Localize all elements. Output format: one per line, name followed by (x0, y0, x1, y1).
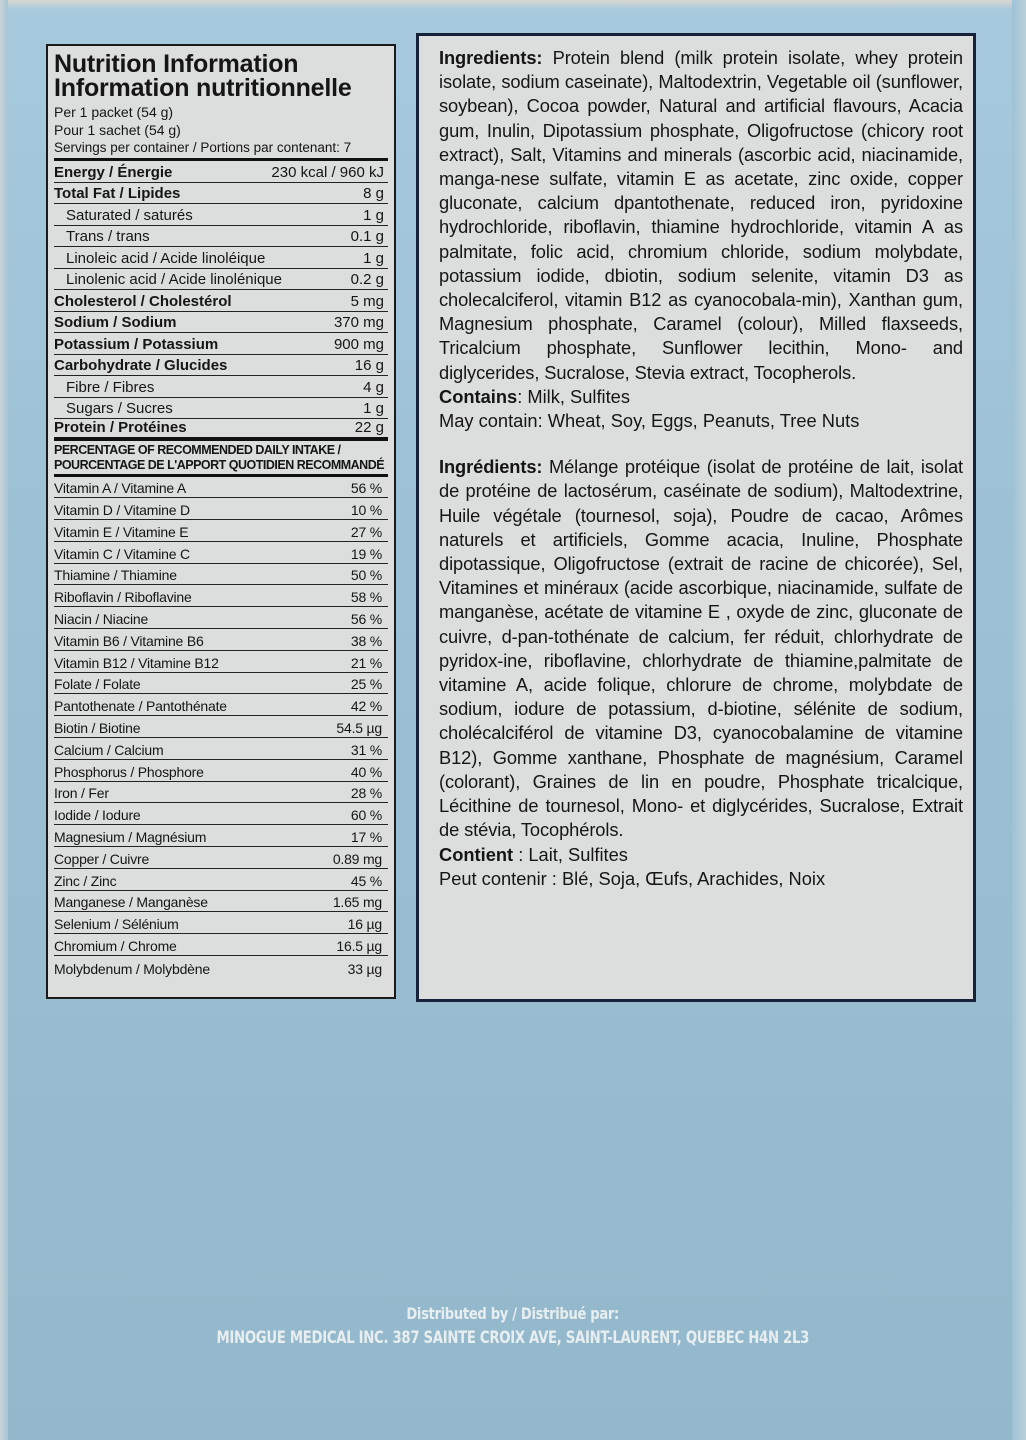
daily-value-label: Vitamin E / Vitamine E (54, 523, 189, 540)
daily-value-row (54, 651, 388, 673)
daily-value-row (54, 869, 388, 891)
contains-en-label: Contains (439, 385, 518, 407)
ingredients-en-label: Ingredients: (439, 47, 543, 68)
contains-en-text: : Milk, Sulfites (517, 385, 630, 407)
daily-value-label: Niacin / Niacine (54, 611, 149, 628)
daily-value-row (54, 607, 388, 629)
nutrient-value: 4 g (363, 378, 384, 396)
nutrient-row (54, 269, 388, 291)
contains-fr (439, 843, 963, 867)
daily-value-label: Manganese / Manganèse (54, 894, 208, 911)
daily-value-label: Selenium / Sélénium (54, 916, 179, 933)
nutrient-row (54, 226, 388, 248)
language-spacer (439, 433, 963, 455)
daily-value-amount: 50 % (350, 567, 382, 584)
nutrient-rows (54, 183, 388, 441)
nutrient-row (54, 419, 388, 441)
nutrient-label: Carbohydrate / Glucides (54, 357, 228, 374)
daily-value-row (54, 782, 388, 804)
nutrient-value: 0.1 g (350, 228, 384, 245)
daily-value-amount: 56 % (350, 611, 382, 628)
nutrient-label: Cholesterol / Cholestérol (54, 292, 232, 310)
daily-value-row (54, 629, 388, 651)
daily-value-row (54, 498, 388, 520)
nutrient-row (54, 290, 388, 312)
daily-value-label: Molybdenum / Molybdène (54, 960, 210, 977)
daily-value-amount: 56 % (350, 480, 382, 497)
nutrition-title-en: Nutrition Information (54, 50, 299, 78)
nutrient-label: Saturated / saturés (66, 206, 193, 224)
daily-value-row (54, 673, 388, 695)
daily-value-label: Vitamin B6 / Vitamine B6 (54, 632, 204, 649)
daily-value-amount: 16.5 µg (336, 938, 382, 955)
daily-value-amount: 25 % (350, 676, 382, 693)
nutrient-row (54, 398, 388, 420)
daily-value-label: Riboflavin / Riboflavine (54, 589, 192, 606)
nutrient-value: 22 g (354, 418, 384, 436)
daily-intake-header-fr: POURCENTAGE DE L'APPORT QUOTIDIEN RECOMMANDÉ (54, 457, 385, 472)
ingredients-panel (416, 33, 976, 1002)
nutrient-value: 5 mg (350, 292, 384, 310)
daily-value-amount: 40 % (350, 763, 382, 780)
daily-value-label: Iodide / Iodure (54, 807, 141, 824)
nutrient-row (54, 355, 388, 377)
daily-value-amount: 1.65 mg (332, 894, 382, 911)
daily-value-amount: 31 % (350, 741, 382, 758)
daily-value-row (54, 585, 388, 607)
nutrient-label: Total Fat / Lipides (54, 185, 181, 202)
daily-value-amount: 10 % (350, 502, 382, 519)
daily-value-amount: 17 % (350, 829, 382, 846)
daily-value-row (54, 542, 388, 564)
daily-value-row (54, 477, 388, 499)
daily-value-amount: 54.5 µg (336, 720, 382, 737)
contains-fr-label: Contient (439, 843, 514, 865)
daily-value-amount: 19 % (350, 545, 382, 562)
nutrient-value: 8 g (363, 185, 384, 202)
daily-value-amount: 38 % (350, 632, 382, 649)
daily-value-row (54, 694, 388, 716)
contains-fr-text: : Lait, Sulfites (513, 843, 628, 865)
daily-value-row (54, 564, 388, 586)
nutrient-value: 900 mg (333, 335, 384, 353)
daily-value-label: Vitamin C / Vitamine C (54, 545, 190, 562)
nutrient-label: Linoleic acid / Acide linoléique (66, 249, 266, 267)
package-left-edge (0, 0, 8, 1440)
daily-value-label: Copper / Cuivre (54, 850, 150, 867)
nutrient-row (54, 376, 388, 398)
nutrient-row (54, 183, 388, 205)
daily-value-label: Zinc / Zinc (54, 872, 117, 889)
daily-value-amount: 45 % (350, 872, 382, 889)
daily-value-row (54, 912, 388, 934)
nutrient-label: Linolenic acid / Acide linolénique (66, 271, 282, 288)
package-top-edge (0, 0, 1026, 10)
daily-value-label: Folate / Folate (54, 676, 141, 693)
nutrient-value: 1 g (363, 400, 384, 417)
daily-value-rows (54, 477, 388, 978)
ingredients-fr-text: Mélange protéique (isolat de protéine de lait, isolat de protéine de lactosérum, caséinate de sodium), Maltodextrine, Huile végétale (tournesol, soja), Poudre de cacao, Arômes naturels et artificiels, Gomme acacia, Inuline, Phosphate dipotassique, Oligofructose (extrait de racine de chicorée), Sel, Vitamines et minéraux (acide ascorbique, niacinamide, sulfate de manganèse, acétate de vitamine E , oxyde de zinc, gluconate de cuivre, d-pan-tothénate de calcium, fer réduit, chlorhydrate de pyridox-ine, riboflavine, chlorhydrate de thiamine,palmitate de vitamine A, acide folique, chlorure de chrome, molybdate de sodium, iodure de potassium, d-biotine, sélénite de sodium, cholécalciférol de vitamine D3, cyanocobalamine de vitamine B12), Gomme xanthane, Phosphate de magnésium, Caramel (colorant), Graines de lin en poudre, Phosphate tricalcique, Lécithine de tournesol, Mono- et diglycérides, Sucralose, Extrait de stévia, Tocophérols. (439, 456, 963, 841)
nutrient-label: Sodium / Sodium (54, 314, 177, 331)
daily-value-amount: 58 % (350, 589, 382, 606)
daily-value-amount: 42 % (350, 698, 382, 715)
daily-value-row (54, 847, 388, 869)
daily-value-row (54, 956, 388, 978)
daily-value-amount: 27 % (350, 523, 382, 540)
ingredients-fr-label: Ingrédients: (439, 456, 543, 478)
daily-value-row (54, 934, 388, 956)
daily-value-amount: 0.89 mg (332, 850, 382, 867)
daily-value-label: Vitamin A / Vitamine A (54, 480, 187, 497)
daily-value-label: Vitamin D / Vitamine D (54, 502, 190, 519)
nutrient-value: 0.2 g (350, 271, 384, 288)
daily-value-amount: 28 % (350, 785, 382, 802)
daily-value-row (54, 716, 388, 738)
daily-value-label: Phosphorus / Phosphore (54, 763, 204, 780)
nutrient-row (54, 333, 388, 355)
daily-value-row (54, 891, 388, 913)
nutrient-row (54, 204, 388, 226)
daily-value-amount: 16 µg (347, 916, 382, 933)
daily-value-label: Thiamine / Thiamine (54, 567, 177, 584)
nutrient-value: 1 g (363, 206, 384, 224)
daily-value-label: Chromium / Chrome (54, 938, 177, 955)
daily-value-label: Biotin / Biotine (54, 720, 141, 737)
nutrient-value: 1 g (363, 249, 384, 267)
nutrient-label: Protein / Protéines (54, 418, 187, 436)
distributor-label: Distributed by / Distribué par: (406, 1304, 620, 1323)
servings-per-container: Servings per container / Portions par contenant: 7 (54, 139, 388, 161)
distributor-info (0, 1302, 1026, 1350)
daily-value-row (54, 760, 388, 782)
nutrient-value: 370 mg (333, 314, 384, 331)
package-right-edge (1012, 0, 1026, 1440)
daily-value-label: Magnesium / Magnésium (54, 829, 207, 846)
daily-value-row (54, 803, 388, 825)
nutrient-label: Fibre / Fibres (66, 378, 155, 396)
nutrition-title-fr: Information nutritionnelle (54, 74, 352, 102)
energy-value: 230 kcal / 960 kJ (271, 163, 384, 181)
daily-intake-header-en: PERCENTAGE OF RECOMMENDED DAILY INTAKE / (54, 442, 341, 457)
ingredients-fr (439, 455, 963, 842)
nutrient-label: Potassium / Potassium (54, 335, 219, 353)
daily-value-label: Vitamin B12 / Vitamine B12 (54, 654, 219, 671)
daily-value-label: Calcium / Calcium (54, 741, 164, 758)
daily-value-row (54, 520, 388, 542)
daily-value-row (54, 825, 388, 847)
nutrient-value: 16 g (354, 357, 384, 374)
may-contain-en: May contain: Wheat, Soy, Eggs, Peanuts, Tree Nuts (439, 410, 860, 432)
nutrition-facts-panel (46, 44, 396, 999)
nutrient-row (54, 247, 388, 269)
daily-intake-header (54, 441, 388, 477)
daily-value-amount: 33 µg (347, 960, 382, 977)
nutrient-label: Trans / trans (66, 228, 150, 245)
contains-en (439, 385, 963, 409)
nutrient-row (54, 312, 388, 334)
daily-value-amount: 60 % (350, 807, 382, 824)
ingredients-en-text: Protein blend (milk protein isolate, whey protein isolate, sodium caseinate), Maltodextrin, Vegetable oil (sunflower, soybean), Cocoa powder, Natural and artificial flavours, Acacia gum, Inulin, Dipotassium phosphate, Oligofructose (chicory root extract), Salt, Vitamins and minerals (ascorbic acid, niacinamide, manga-nese sulfate, vitamin E as acetate, zinc oxide, copper gluconate, calcium dpantothenate, reduced iron, pyridoxine hydrochloride, riboflavin, thiamine hydrochloride, vitamin A as palmitate, folic acid, chromium chloride, sodium molybdate, potassium iodide, dbiotin, sodium selenite, vitamin D3 as cholecalciferol, vitamin B12 as cyanocobala-min), Xanthan gum, Magnesium phosphate, Caramel (colour), Milled flaxseeds, Tricalcium phosphate, Sunflower lecithin, Mono- and diglycerides, Sucralose, Stevia extract, Tocopherols. (439, 47, 963, 383)
daily-value-label: Iron / Fer (54, 785, 109, 802)
daily-value-amount: 21 % (350, 654, 382, 671)
energy-label: Energy / Énergie (54, 163, 173, 181)
serving-size-fr: Pour 1 sachet (54 g) (54, 122, 181, 138)
serving-size-en: Per 1 packet (54 g) (54, 104, 174, 120)
energy-row (54, 161, 388, 183)
daily-value-label: Pantothenate / Pantothénate (54, 698, 227, 715)
distributor-address: MINOGUE MEDICAL INC. 387 SAINTE CROIX AVE, SAINT-LAURENT, QUEBEC H4N 2L3 (216, 1328, 810, 1348)
nutrient-label: Sugars / Sucres (66, 400, 173, 417)
daily-value-row (54, 738, 388, 760)
may-contain-fr: Peut contenir : Blé, Soja, Œufs, Arachides, Noix (439, 867, 826, 889)
ingredients-en (439, 46, 963, 385)
